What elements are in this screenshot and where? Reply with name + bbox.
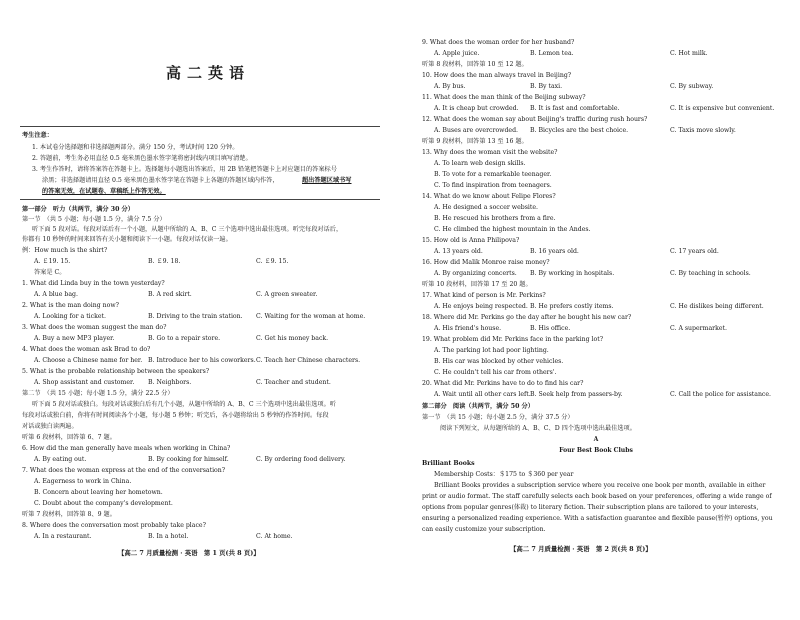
option: C. Hot milk. [670, 50, 708, 57]
option: A. By organizing concerts. [434, 270, 517, 277]
option: A. His friend's house. [434, 325, 502, 332]
exam-page-2 [400, 0, 800, 620]
passage-title: Four Best Book Clubs [559, 447, 633, 454]
option: C. Doubt about the company's development. [34, 500, 173, 507]
option: A. Wait until all other cars left. [434, 391, 531, 398]
option: B. Lemon tea. [530, 50, 574, 57]
option: B. His office. [530, 325, 571, 332]
option: A. Shop assistant and customer. [34, 379, 135, 386]
option: A. Choose a Chinese name for her. [34, 357, 143, 364]
option: A. ￡19. 15. [34, 258, 71, 265]
option: A. By eating out. [34, 456, 87, 463]
passage-line: options from popular genres(体裁) to literary fiction. Their subscription plans are tailored to your interests, [422, 504, 759, 511]
passage-line: ensuring a personalized reading experience. With a satisfaction guarantee and flexible pause(暂停) options, you [422, 515, 773, 522]
option: B. In a hotel. [148, 533, 189, 540]
section-heading: 第一部分 听力（共两节，满分 30 分） [22, 206, 134, 213]
club-name: Brilliant Books [422, 460, 475, 467]
notice-divider [20, 199, 380, 200]
page-footer: 【高二 7 月质量检测 · 英语 第 2 页(共 8 页)】 [510, 545, 652, 553]
question: 4. What does the woman ask Brad to do? [22, 346, 151, 353]
option: A. Eagerness to work in China. [34, 478, 132, 485]
material-label: 听第 10 段材料，回答第 17 至 20 题。 [422, 281, 532, 288]
notice-line: 2. 答题前，考生务必用直径 0.5 毫米黑色墨水签字笔将密封线内项目填写清楚。 [32, 155, 252, 162]
question: 16. How did Malik Monroe raise money? [422, 259, 550, 266]
example-answer: 答案是 C。 [34, 269, 66, 276]
question: 9. What does the woman order for her husband? [422, 39, 575, 46]
membership-costs: Membership Costs：＄175 to ＄360 per year [434, 471, 574, 478]
option: A. Buses are overcrowded. [434, 127, 519, 134]
question: 19. What problem did Mr. Perkins face in the parking lot? [422, 336, 604, 343]
passage-letter: A [593, 436, 599, 443]
question: 6. How did the man generally have meals when working in China? [22, 445, 231, 452]
option: B. His car was blocked by other vehicles. [434, 358, 564, 365]
option: A. In a restaurant. [34, 533, 92, 540]
material-label: 听第 6 段材料，回答第 6、7 题。 [22, 434, 116, 441]
question: 7. What does the woman express at the end of the conversation? [22, 467, 226, 474]
option: A. A blue bag. [34, 291, 78, 298]
question: 13. Why does the woman visit the website? [422, 149, 558, 156]
material-label: 听第 8 段材料，回答第 10 至 12 题。 [422, 61, 528, 68]
instruction-text: 阅读下列短文，从每题所给的 A、B、C、D 四个选项中选出最佳选项。 [440, 425, 636, 432]
option: C. Waiting for the woman at home. [256, 313, 366, 320]
question: 2. What is the man doing now? [22, 302, 119, 309]
question: 14. What do we know about Felipe Flores? [422, 193, 556, 200]
option: B. By taxi. [530, 83, 563, 90]
question: 20. What did Mr. Perkins have to do to find his car? [422, 380, 584, 387]
question: 11. What does the man think of the Beijing subway? [422, 94, 586, 101]
question: 5. What is the probable relationship between the speakers? [22, 368, 210, 375]
subsection-heading: 第一节 （共 15 小题；每小题 2.5 分，满分 37.5 分） [422, 414, 574, 421]
option: B. Introduce her to his coworkers. [148, 357, 256, 364]
option: A. He enjoys being respected. [434, 303, 528, 310]
option: A. It is cheap but crowded. [434, 105, 519, 112]
option: B. 16 years old. [530, 248, 579, 255]
option: C. ￡9. 15. [256, 258, 289, 265]
option: A. 13 years old. [434, 248, 483, 255]
option: B. Driving to the train station. [148, 313, 243, 320]
option: C. He climbed the highest mountain in the Andes. [434, 226, 591, 233]
option: C. By subway. [670, 83, 714, 90]
option: C. Teacher and student. [256, 379, 331, 386]
notice-line: 1. 本试卷分选择题和非选择题两部分。满分 150 分，考试时间 120 分钟。 [32, 144, 239, 151]
question: 18. Where did Mr. Perkins go the day after he bought his new car? [422, 314, 632, 321]
page-footer: 【高二 7 月质量检测 · 英语 第 1 页(共 8 页)】 [118, 549, 260, 557]
option: C. Call the police for assistance. [670, 391, 772, 398]
title-divider [20, 126, 380, 127]
option: C. Teach her Chinese characters. [256, 357, 361, 364]
option: C. Taxis move slowly. [670, 127, 736, 134]
option: C. He couldn't tell his car from others'. [434, 369, 557, 376]
passage-line: Brilliant Books provides a subscription service where you receive one book per month, available in either [434, 482, 766, 489]
question: 10. How does the man always travel in Beijing? [422, 72, 572, 79]
question: 3. What does the woman suggest the man do? [22, 324, 167, 331]
passage-line: print or audio format. The staff carefully selects each book based on your preferences, offering a wide range of [422, 493, 772, 500]
option: C. He dislikes being different. [670, 303, 764, 310]
instruction-text: 听下面 5 段对话或独白。每段对话或独白后有几个小题，从题中所给的 A、B、C 三个选项中选出最佳选项。听 [32, 401, 336, 408]
question: 15. How old is Anna Philipova? [422, 237, 520, 244]
instruction-text: 每段对话或独白前，你将有时间阅读各个小题，每小题 5 秒钟；听完后，各小题将给出 5 秒钟的作答时间。每段 [22, 412, 329, 419]
option: C. 17 years old. [670, 248, 719, 255]
notice-emphasis: 的答案无效，在试题卷、草稿纸上作答无效。 [42, 188, 166, 195]
option: B. He rescued his brothers from a fire. [434, 215, 556, 222]
option: A. Apple juice. [434, 50, 480, 57]
option: C. A supermarket. [670, 325, 728, 332]
question: 1. What did Linda buy in the town yesterday? [22, 280, 165, 287]
option: B. It is fast and comfortable. [530, 105, 620, 112]
notice-line: 涂黑；非选择题请用直径 0.5 毫米黑色墨水签字笔在答题卡上各题的答题区域内作答， [42, 177, 279, 184]
option: B. By working in hospitals. [530, 270, 615, 277]
option: C. By teaching in schools. [670, 270, 751, 277]
option: B. Go to a repair store. [148, 335, 221, 342]
notice-heading: 考生注意： [22, 132, 53, 139]
instruction-text: 听下面 5 段对话。每段对话后有一个小题，从题中所给的 A、B、C 三个选项中选出最佳选项。听完每段对话后， [32, 226, 343, 233]
option: A. Buy a new MP3 player. [34, 335, 115, 342]
option: B. Seek help from passers-by. [530, 391, 623, 398]
option: B. Neighbors. [148, 379, 192, 386]
option: B. A red skirt. [148, 291, 192, 298]
option: C. To find inspiration from teenagers. [434, 182, 552, 189]
option: A. By bus. [434, 83, 466, 90]
option: B. He prefers costly items. [530, 303, 614, 310]
option: B. Bicycles are the best choice. [530, 127, 629, 134]
section-heading: 第二部分 阅读（共两节，满分 50 分） [422, 403, 534, 410]
option: C. By ordering food delivery. [256, 456, 346, 463]
option: C. A green sweater. [256, 291, 318, 298]
question: 12. What does the woman say about Beijing's traffic during rush hours? [422, 116, 648, 123]
page-title: 高二英语 [166, 64, 251, 82]
option: B. By cooking for himself. [148, 456, 229, 463]
option: A. Looking for a ticket. [34, 313, 106, 320]
option: B. ￡9. 18. [148, 258, 181, 265]
notice-emphasis: 超出答题区域书写 [302, 177, 352, 184]
example-question: 例：How much is the shirt? [22, 247, 108, 254]
subsection-heading: 第一节 （共 5 小题；每小题 1.5 分，满分 7.5 分） [22, 216, 166, 223]
option: A. The parking lot had poor lighting. [434, 347, 549, 354]
material-label: 听第 7 段材料，回答第 8、9 题。 [22, 511, 116, 518]
subsection-heading: 第二节 （共 15 小题；每小题 1.5 分，满分 22.5 分） [22, 390, 174, 397]
option: C. Get his money back. [256, 335, 329, 342]
material-label: 听第 9 段材料，回答第 13 至 16 题。 [422, 138, 528, 145]
option: C. At home. [256, 533, 293, 540]
notice-line: 3. 考生作答时，请将答案答在答题卡上。选择题每小题选出答案后，用 2B 铅笔把答题卡上对应题目的答案标号 [32, 166, 337, 173]
option: A. To learn web design skills. [434, 160, 526, 167]
option: B. Concern about leaving her hometown. [34, 489, 163, 496]
option: C. It is expensive but convenient. [670, 105, 775, 112]
passage-line: can easily customize your subscription. [422, 526, 546, 533]
question: 17. What kind of person is Mr. Perkins? [422, 292, 546, 299]
instruction-text: 对话或独白读两遍。 [22, 423, 78, 430]
instruction-text: 你都有 10 秒钟的时间来回答有关小题和阅读下一小题。每段对话仅读一遍。 [22, 236, 232, 243]
option: B. To vote for a remarkable teenager. [434, 171, 552, 178]
question: 8. Where does the conversation most probably take place? [22, 522, 206, 529]
option: A. He designed a soccer website. [434, 204, 539, 211]
